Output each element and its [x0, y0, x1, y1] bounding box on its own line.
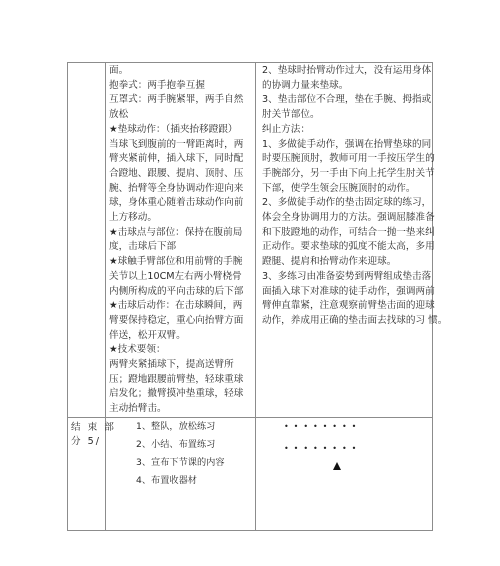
ending-list-item: 1、整队，放松练习	[136, 420, 216, 432]
content-line: 合蹬地、跟腰、提肩、顶肘、压	[109, 167, 244, 179]
correction-line: 肘关节部位。	[262, 109, 320, 121]
ending-list-item: 3、宣布下节课的内容	[136, 457, 225, 469]
correction-line: 1、多做徒手动作，强调在抬臂垫球的同	[262, 138, 432, 150]
ending-label-line2: 分 5/	[71, 436, 101, 448]
content-line: 放松	[109, 109, 129, 121]
correction-line: 下部，使学生领会压腕顶肘的动作。	[262, 182, 416, 194]
content-line: 球，身体重心随着击球动作向前	[109, 197, 244, 209]
content-line: 抱拳式：两手抱拳互握	[109, 79, 205, 91]
correction-line: 手腕部分，另一手由下向上托学生肘关节	[262, 167, 435, 179]
ending-row	[68, 417, 433, 530]
student-formation-row-1: • • • • • • • •	[284, 421, 358, 431]
correction-line: 3、垫击部位不合理，垫在手腕、拇指或	[262, 94, 432, 106]
correction-line: 2、多做徒手动作的垫击固定球的练习，	[262, 197, 432, 209]
content-line: ★击球点与部位：保持在腹前局	[109, 226, 243, 238]
error-correction-text	[256, 63, 448, 329]
correction-line: 时要压腕顶肘，教师可用一手按压学生的	[262, 153, 435, 165]
formation-cell	[256, 417, 433, 530]
correction-line: 蹬腿、提肩和抬臂动作来迎球。	[262, 256, 397, 268]
content-line: 压；蹬地跟腰前臂垫，轻球重球	[109, 373, 244, 385]
content-line: 内侧所构成的平向击球的后下部	[109, 285, 244, 297]
ending-content-cell	[106, 417, 256, 530]
section-label-cell	[68, 63, 106, 418]
correction-line: 臂伸直靠紧，注意观察前臂垫击面的迎球	[262, 300, 435, 312]
content-line: ★垫球动作：（插夹抬移蹬跟）	[109, 123, 238, 135]
ending-item-list	[106, 418, 255, 491]
correction-line: 3、多练习由准备姿势到两臂组成垫击落	[262, 270, 432, 282]
teaching-content-text	[106, 63, 255, 417]
content-line: 关节以上10CM左右两小臂桡骨	[109, 270, 242, 282]
teaching-content-cell	[106, 63, 256, 418]
ending-label-line1: 结 束 部	[71, 421, 116, 433]
correction-line: 纠止方法：	[262, 123, 310, 135]
content-line: 腕、抬臂等全身协调动作迎向来	[109, 182, 244, 194]
ending-list-item: 2、小结、布置练习	[136, 439, 216, 451]
content-line: 启发化；撤臂摸冲垫重球，轻球	[109, 388, 244, 400]
content-line: 上方移动。	[109, 212, 157, 224]
content-line: ★球触手臂部位和用前臂的手腕	[109, 256, 243, 268]
content-line: 伴送，松开双臂。	[109, 329, 186, 341]
error-correction-cell	[256, 63, 448, 418]
content-row	[68, 63, 433, 418]
content-line: 互罩式：两手腕紧罪，两手自然	[109, 94, 244, 106]
content-line: ★击球后动作：在击球瞬间，两	[109, 300, 243, 312]
correction-line: 体会全身协调用力的方法。强调屈膝准备	[262, 212, 435, 224]
lesson-plan-table	[67, 62, 448, 531]
correction-line: 和下肢蹬地的动作，可结合一抛一垫来纠	[262, 226, 435, 238]
content-line: 面。	[109, 65, 129, 76]
correction-line: 动作，养成用正确的垫击面去找球的习 惯。	[262, 314, 448, 326]
content-line: 当球飞到腹前的一臂距离时，两	[109, 138, 244, 150]
student-formation-row-2: • • • • • • • •	[284, 443, 358, 453]
content-line: 主动抬臂击。	[109, 403, 167, 415]
correction-line: 2、垫球时抬臂动作过大，没有运用身体	[262, 65, 432, 76]
teacher-triangle-icon	[333, 462, 341, 470]
ending-label-cell	[68, 417, 116, 530]
correction-line: 面插入球下对准球的徒手动作，强调两前	[262, 285, 435, 297]
correction-line: 的协调力量来垫球。	[262, 79, 349, 91]
content-line: 臂夹紧前伸，插入球下，同时配	[109, 153, 244, 165]
content-line: 两臂夹紧插球下，提高送臂所	[109, 359, 234, 371]
content-line: ★技术要领：	[109, 344, 166, 356]
ending-list-item: 4、布置收器材	[136, 475, 197, 487]
correction-line: 正动作。要求垫球的弧度不能太高，多用	[262, 241, 435, 253]
content-line: 度，击球后下部	[109, 241, 177, 253]
content-line: 臂要保持稳定，重心向抬臂方面	[109, 314, 244, 326]
